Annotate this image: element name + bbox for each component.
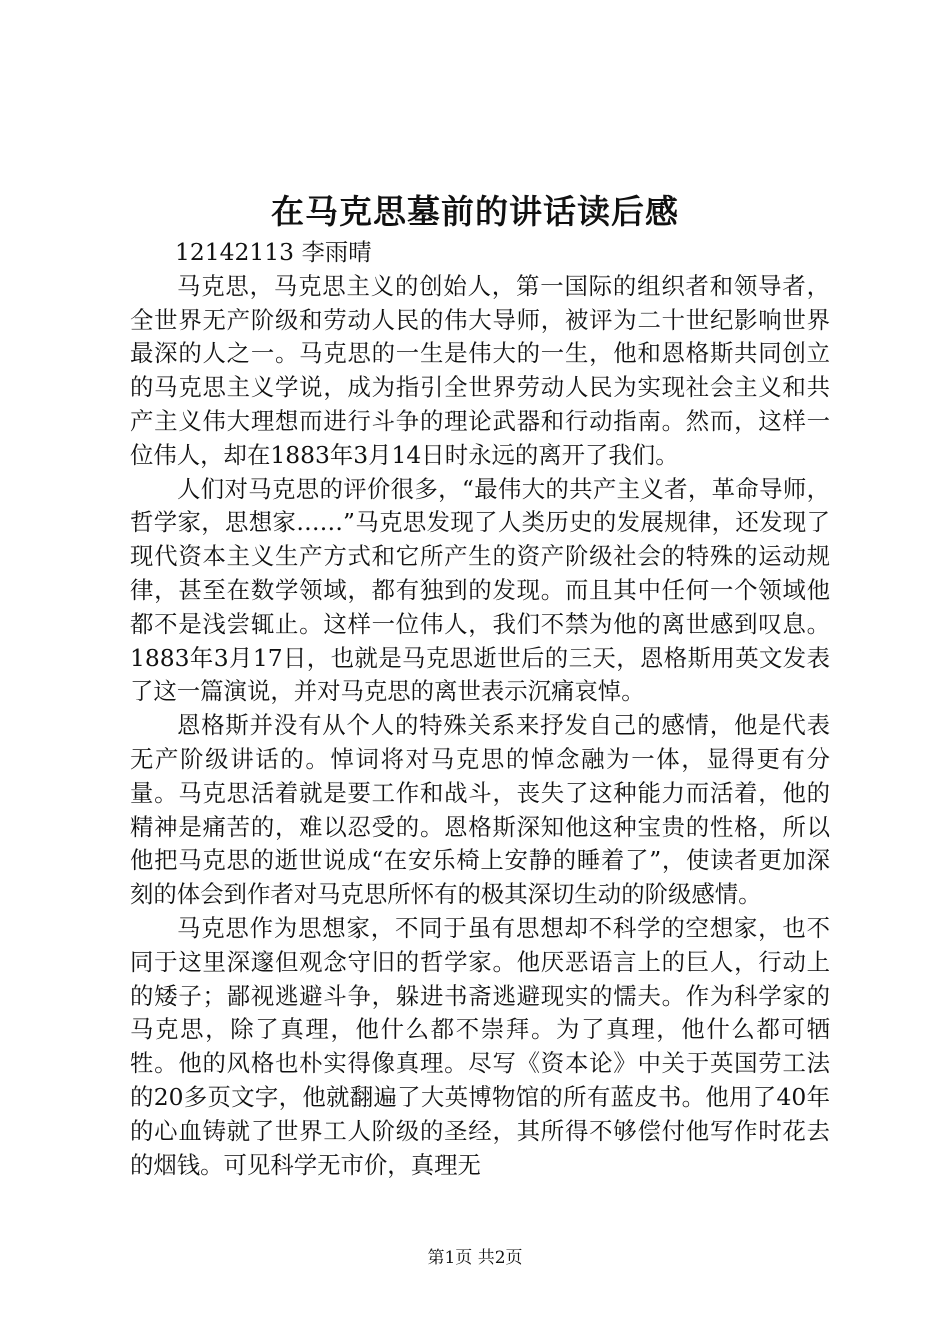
paragraph-1: 马克思，马克思主义的创始人，第一国际的组织者和领导者，全世界无产阶级和劳动人民的伟大导师，被评为二十世纪影响世界最深的人之一。马克思的一生是伟大的一生，他和恩格斯共同创立的马克思主义学说，成为指引全世界劳动人民为实现社会主义和共产主义伟大理想而进行斗争的理论武器和行动指南。然而，这样一位伟人，却在1883年3月14日时永远的离开了我们。 bbox=[130, 271, 830, 469]
paragraph-3: 恩格斯并没有从个人的特殊关系来抒发自己的感情，他是代表无产阶级讲话的。悼词将对马克思的悼念融为一体，显得更有分量。马克思活着就是要工作和战斗，丧失了这种能力而活着，他的精神是痛苦的，难以忍受的。恩格斯深知他这种宝贵的性格，所以他把马克思的逝世说成“在安乐椅上安静的睡着了”，使读者更加深刻的体会到作者对马克思所怀有的极其深切生动的阶级感情。 bbox=[130, 711, 830, 909]
paragraph-2: 人们对马克思的评价很多，“最伟大的共产主义者，革命导师，哲学家，思想家……”马克思发现了人类历史的发展规律，还发现了现代资本主义生产方式和它所产生的资产阶级社会的特殊的运动规律，甚至在数学领域，都有独到的发现。而且其中任何一个领域他都不是浅尝辄止。这样一位伟人，我们不禁为他的离世感到叹息。1883年3月17日，也就是马克思逝世后的三天，恩格斯用英文发表了这一篇演说，并对马克思的离世表示沉痛哀悼。 bbox=[130, 474, 830, 706]
paragraph-4: 马克思作为思想家，不同于虽有思想却不科学的空想家，也不同于这里深邃但观念守旧的哲学家。他厌恶语言上的巨人，行动上的矮子；鄙视逃避斗争，躲进书斋逃避现实的懦夫。作为科学家的马克思，除了真理，他什么都不崇拜。为了真理，他什么都可牺牲。他的风格也朴实得像真理。尽写《资本论》中关于英国劳工法的20多页文字，他就翻遍了大英博物馆的所有蓝皮书。他用了40年的心血铸就了世界工人阶级的圣经，其所得不够偿付他写作时花去的烟钱。可见科学无市价，真理无 bbox=[130, 913, 830, 1179]
author-line: 12142113 李雨晴 bbox=[175, 238, 372, 266]
document-title: 在马克思墓前的讲话读后感 bbox=[271, 192, 679, 231]
page-footer: 第1页 共2页 bbox=[427, 1248, 523, 1268]
document-body bbox=[130, 236, 830, 1182]
